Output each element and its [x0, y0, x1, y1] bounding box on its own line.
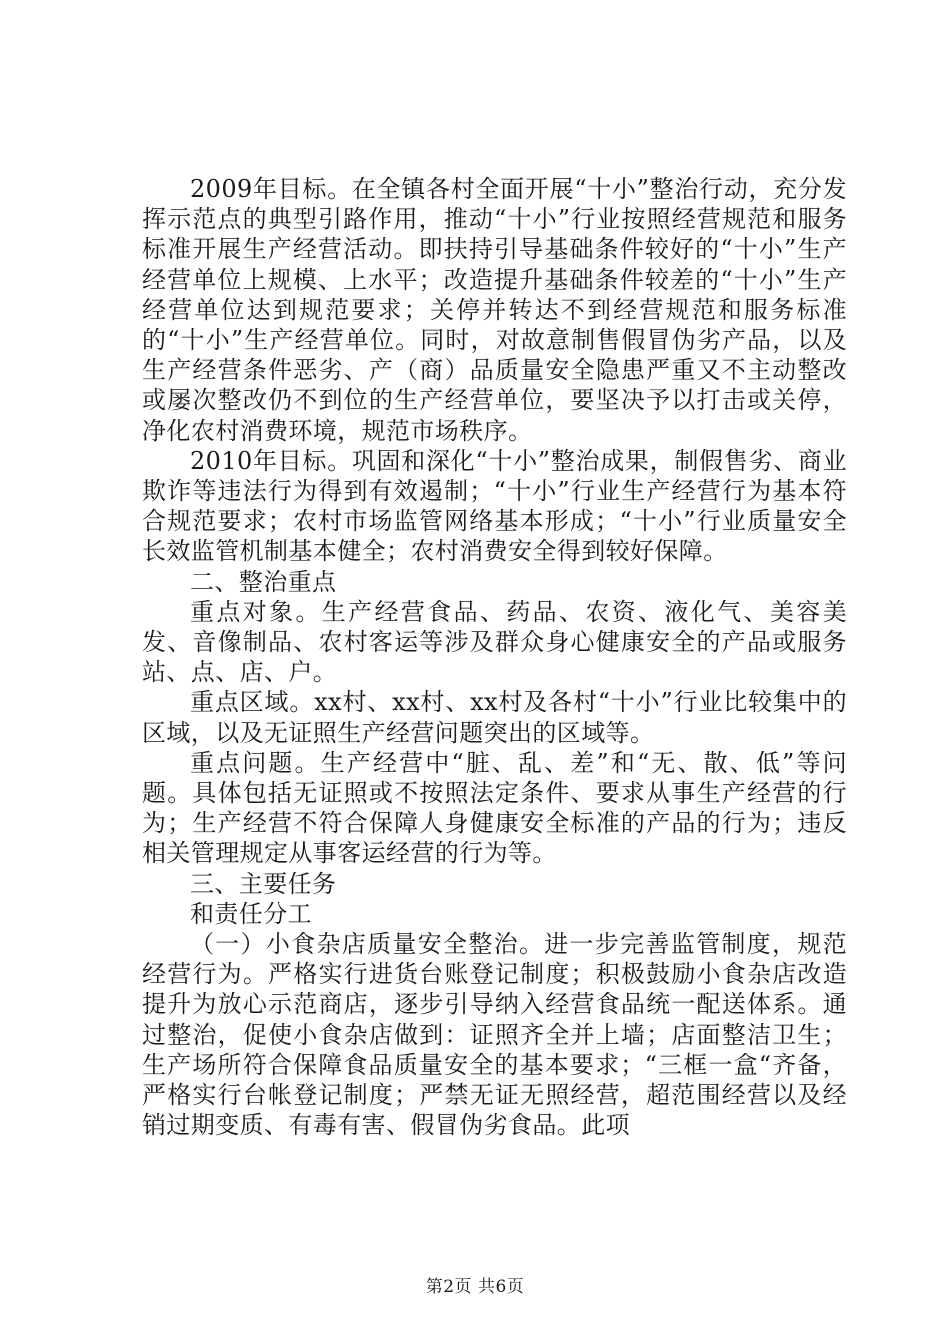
- paragraph-food-store-safety: （一）小食杂店质量安全整治。进一步完善监管制度，规范经营行为。严格实行进货台账登记制度；积极鼓励小食杂店改造提升为放心示范商店，逐步引导纳入经营食品统一配送体系。通过整治，促使小食杂店做到：证照齐全并上墙；店面整洁卫生；生产场所符合保障食品质量安全的基本要求；“三框一盒“齐备，严格实行台帐登记制度；严禁无证无照经营，超范围经营以及经销过期变质、有毒有害、假冒伪劣食品。此项: [142, 930, 847, 1140]
- paragraph-key-problems: 重点问题。生产经营中“脏、乱、差”和“无、散、低”等问题。具体包括无证照或不按照法定条件、要求从事生产经营的行为；生产经营不符合保障人身健康安全标准的产品的行为；违反相关管理规定从事客运经营的行为等。: [142, 748, 847, 868]
- section-heading-focus: 二、整治重点: [190, 567, 337, 596]
- document-body: [142, 174, 847, 1141]
- page-number-footer: 第2页 共6页: [425, 1277, 525, 1297]
- paragraph-key-areas: 重点区域。xx村、xx村、xx村及各村“十小”行业比较集中的区域，以及无证照生产经营问题突出的区域等。: [142, 688, 847, 747]
- paragraph-2009-goal: 2009年目标。在全镇各村全面开展“十小”整治行动，充分发挥示范点的典型引路作用，推动“十小”行业按照经营规范和服务标准开展生产经营活动。即扶持引导基础条件较好的“十小”生产经营单位上规模、上水平；改造提升基础条件较差的“十小”生产经营单位达到规范要求；关停并转达不到经营规范和服务标准的“十小”生产经营单位。同时，对故意制售假冒伪劣产品，以及生产经营条件恶劣、产（商）品质量安全隐患严重又不主动整改或屡次整改仍不到位的生产经营单位，要坚决予以打击或关停，净化农村消费环境，规范市场秩序。: [142, 175, 847, 445]
- paragraph-2010-goal: 2010年目标。巩固和深化“十小”整治成果，制假售劣、商业欺诈等违法行为得到有效遏制；“十小”行业生产经营行为基本符合规范要求；农村市场监管网络基本形成；“十小”行业质量安全长效监管机制基本健全；农村消费安全得到较好保障。: [142, 446, 847, 566]
- paragraph-key-targets: 重点对象。生产经营食品、药品、农资、液化气、美容美发、音像制品、农村客运等涉及群众身心健康安全的产品或服务站、点、店、户。: [142, 597, 847, 687]
- section-heading-tasks: 三、主要任务: [190, 869, 337, 898]
- section-heading-responsibilities: 和责任分工: [190, 899, 312, 928]
